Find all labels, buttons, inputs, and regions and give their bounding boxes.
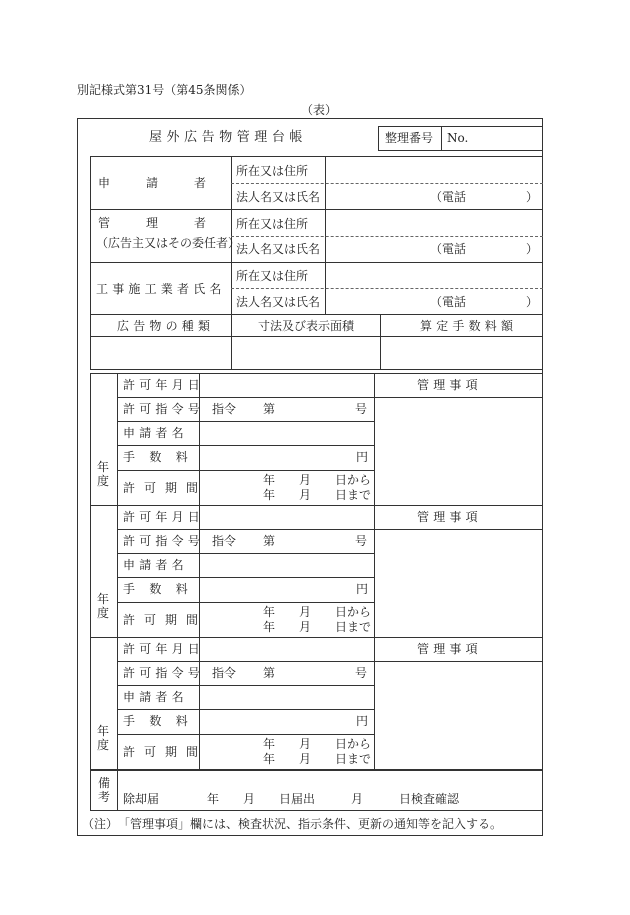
manager-label: 管 理 者 <box>98 216 207 230</box>
row-label: 許可期間 <box>123 745 208 759</box>
go-label: 号 <box>355 666 368 680</box>
footnote: （注） 「管理事項」欄には、検査状況、指示条件、更新の通知等を記入する。 <box>82 817 503 831</box>
row-label: 申請者名 <box>123 690 188 704</box>
year-label-1: 年度 <box>97 460 110 489</box>
row-label: 許可期間 <box>123 481 208 495</box>
contractor-tel: （電話 ） <box>430 295 539 309</box>
year-label-2: 年度 <box>97 592 110 621</box>
seiri-no-field[interactable]: No. <box>447 131 469 145</box>
yen-label: 円 <box>356 582 369 596</box>
biko-label: 備考 <box>98 776 111 804</box>
row-label: 許可期間 <box>123 613 208 627</box>
row-label: 手数料 <box>123 714 203 728</box>
type-header-size: 寸法及び表示面積 <box>258 319 355 333</box>
row-label: 許可年月日 <box>123 378 205 392</box>
manager-sub-label: （広告主又はその委任者） <box>96 236 241 250</box>
dai-label: 第 <box>263 402 276 416</box>
row-label: 申請者名 <box>123 558 188 572</box>
row-label: 申請者名 <box>123 426 188 440</box>
row-label: 手数料 <box>123 582 203 596</box>
yen-label: 円 <box>356 714 369 728</box>
dai-label: 第 <box>263 534 276 548</box>
type-header-fee: 算定手数料額 <box>420 319 518 333</box>
period-from: 年 月 日から <box>263 605 372 619</box>
kanri-header: 管理事項 <box>417 642 482 656</box>
applicant-tel: （電話 ） <box>430 190 539 204</box>
row-label: 許可指令号 <box>123 402 205 416</box>
manager-name-label: 法人名又は氏名 <box>236 242 321 256</box>
contractor-label: 工事施工業者氏名 <box>96 282 226 296</box>
applicant-addr-label: 所在又は住所 <box>236 164 309 178</box>
period-to: 年 月 日まで <box>263 488 372 502</box>
contractor-addr-label: 所在又は住所 <box>236 269 309 283</box>
period-from: 年 月 日から <box>263 737 372 751</box>
go-label: 号 <box>355 402 368 416</box>
period-to: 年 月 日まで <box>263 752 372 766</box>
type-header-kind: 広告物の種類 <box>117 319 215 333</box>
applicant-name-label: 法人名又は氏名 <box>236 190 321 204</box>
page-title: 屋外広告物管理台帳 <box>149 130 307 145</box>
period-from: 年 月 日から <box>263 473 372 487</box>
year-label-3: 年度 <box>97 724 110 753</box>
shirei-label: 指令 <box>212 534 237 548</box>
seiri-label: 整理番号 <box>385 131 434 145</box>
row-label: 許可指令号 <box>123 666 205 680</box>
row-label: 許可年月日 <box>123 642 205 656</box>
kanri-header: 管理事項 <box>417 510 482 524</box>
row-label: 許可年月日 <box>123 510 205 524</box>
shirei-label: 指令 <box>212 402 237 416</box>
manager-addr-label: 所在又は住所 <box>236 217 309 231</box>
biko-text: 除却届 年 月 日届出 月 日検査確認 <box>123 792 460 806</box>
side-label: （表） <box>301 103 338 117</box>
row-label: 許可指令号 <box>123 534 205 548</box>
go-label: 号 <box>355 534 368 548</box>
dai-label: 第 <box>263 666 276 680</box>
contractor-name-label: 法人名又は氏名 <box>236 295 321 309</box>
row-label: 手数料 <box>123 450 203 464</box>
manager-tel: （電話 ） <box>430 242 539 256</box>
form-number: 別記様式第31号（第45条関係） <box>77 83 252 97</box>
yen-label: 円 <box>356 450 369 464</box>
shirei-label: 指令 <box>212 666 237 680</box>
applicant-label: 申 請 者 <box>98 176 207 190</box>
kanri-header: 管理事項 <box>417 378 482 392</box>
period-to: 年 月 日まで <box>263 620 372 634</box>
